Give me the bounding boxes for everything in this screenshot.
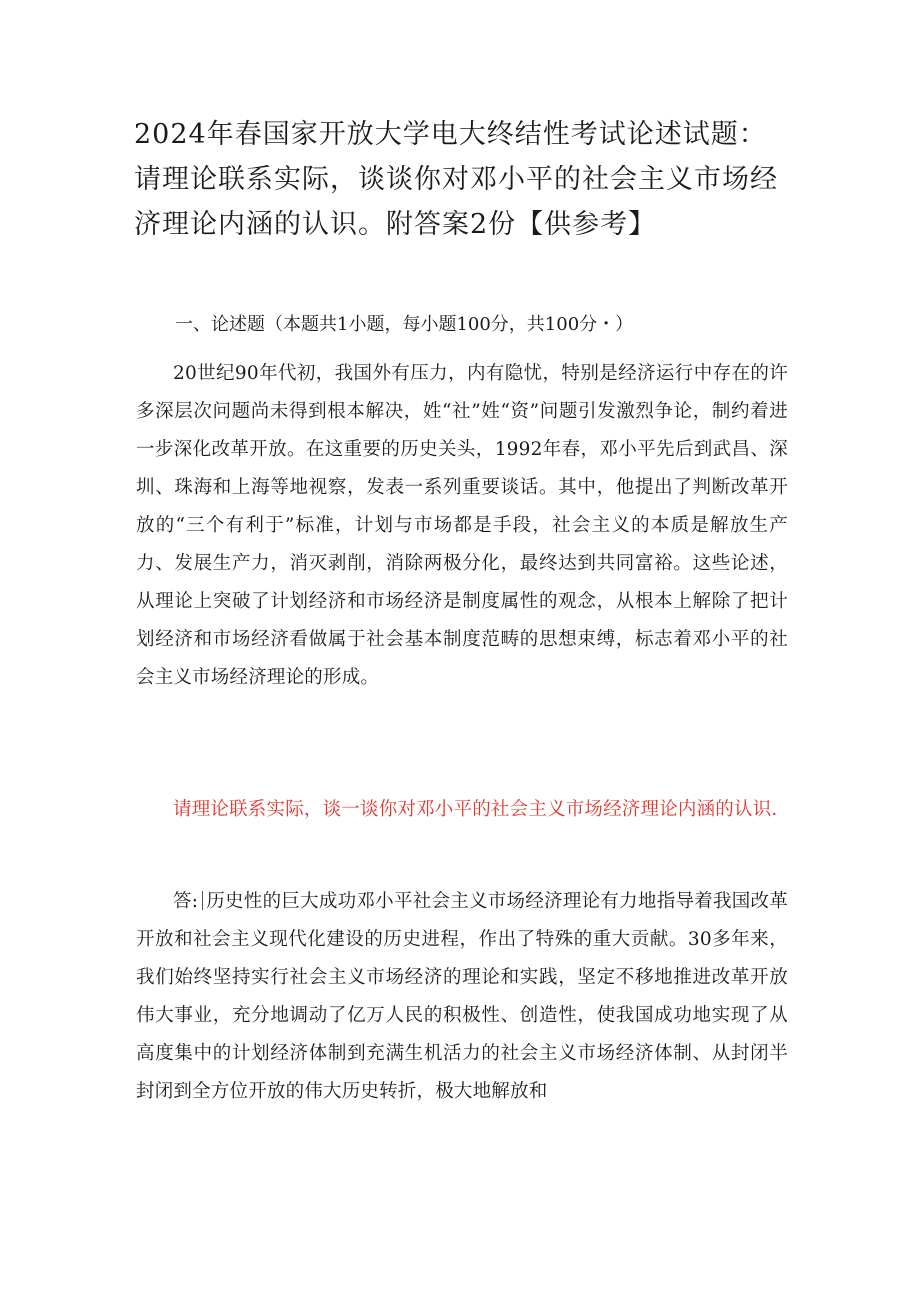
document-title: 2024年春国家开放大学电大终结性考试论述试题：请理论联系实际，谈谈你对邓小平的社会主义市场经济理论内涵的认识。附答案2份【供参考】 [134,119,778,240]
answer-paragraph [136,883,788,1111]
text-cursor-mark [202,891,203,910]
answer-text: 历史性的巨大成功邓小平社会主义市场经济理论有力地指导着我国改革开放和社会主义现代化建设的历史进程，作出了特殊的重大贡献。30多年来，我们始终坚持实行社会主义市场经济的理论和实践，坚定不移地推进改革开放伟大事业，充分地调动了亿万人民的积极性、创造性，使我国成功地实现了从高度集中的计划经济体制到充满生机活力的社会主义市场经济体制、从封闭半封闭到全方位开放的伟大历史转折，极大地解放和 [136,891,788,1102]
question-text: 请理论联系实际，谈一谈你对邓小平的社会主义市场经济理论内涵的认识. [173,799,778,820]
background-paragraph: 20世纪90年代初，我国外有压力，内有隐忧，特别是经济运行中存在的许多深层次问题尚未得到根本解决，姓“社”姓“资”问题引发激烈争论，制约着进一步深化改革开放。在这重要的历史关头，1992年春，邓小平先后到武昌、深圳、珠海和上海等地视察，发表一系列重要谈话。其中，他提出了判断改革开放的“三个有利于”标准，计划与市场都是手段，社会主义的本质是解放生产力、发展生产力，消灭剥削，消除两极分化，最终达到共同富裕。这些论述，从理论上突破了计划经济和市场经济是制度属性的观念，从根本上解除了把计划经济和市场经济看做属于社会基本制度范畴的思想束缚，标志着邓小平的社会主义市场经济理论的形成。 [136,363,788,688]
answer-label: 答: [173,891,199,912]
section-heading: 一、论述题（本题共1小题，每小题100分，共100分・） [175,314,634,335]
